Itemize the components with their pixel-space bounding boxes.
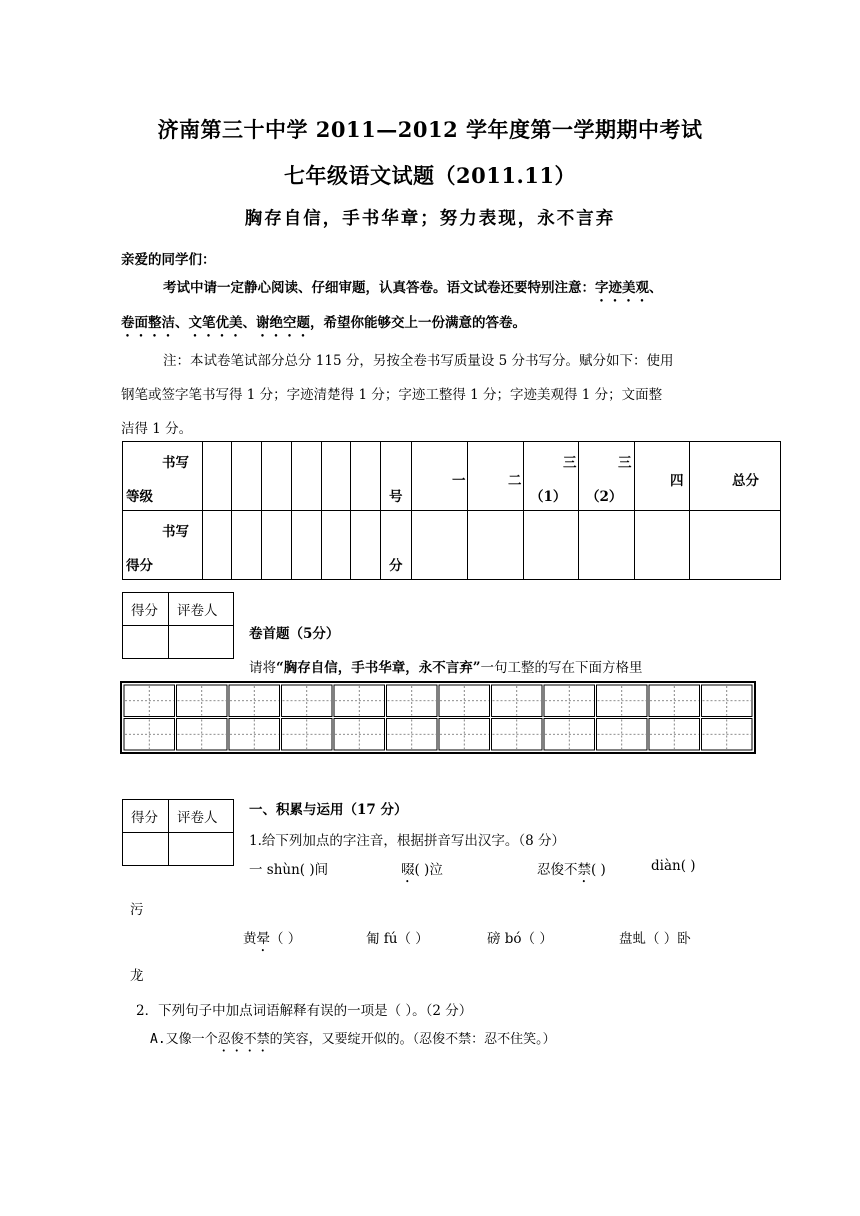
q1-item-7 [487,927,553,955]
q1-row1-wrap: 污 [130,902,144,918]
score-table-lines [122,441,781,580]
question-1: 1.给下列加点的字注音，根据拼音写出汉字。（8 分） [249,833,566,849]
note-line1: 注：本试卷笔试部分总分 115 分，另按全卷书写质量设 5 分书写分。赋分如下：使用 [163,353,674,369]
greeting: 亲爱的同学们： [121,252,216,268]
row2-label-b: 得分 [126,558,153,574]
exam-title-line2: 七年级语文试题（2011.11） [284,163,576,188]
q1-item-3 [537,858,606,886]
col-header-total: 总分 [732,473,759,489]
item-text: ( ) [591,862,606,878]
col-header-3b: 三 [618,455,632,471]
q1-item-8 [619,927,691,955]
item-text: 盘虬（ [619,931,660,947]
row1-label-b: 等级 [126,489,153,505]
exam-title-line1: 济南第三十中学 2011—2012 学年度第一学期期中考试 [157,117,703,142]
separator: 、 [242,315,256,331]
option-text: A.又像一个 [150,1032,218,1047]
q2-option-a [150,1028,556,1055]
item-text: 匍 fú（ [366,931,411,947]
intro-para-line2 [121,311,526,340]
grader-box-1 [122,592,234,659]
instruction-quote: “胸存自信，手书华章，永不言弃” [276,660,481,676]
section1-title: 一、积累与运用（17 分） [249,802,408,818]
item-text: ) [685,858,696,874]
item-text: )间 [305,862,329,878]
separator: 、 [175,315,189,331]
item-text: ( )泣 [414,862,443,878]
col-header-1: 一 [452,473,466,489]
item-text: diàn( [651,858,686,874]
item-text: 忍俊不 [537,862,578,878]
hao-label: 号 [389,489,403,505]
q1-row2-wrap: 龙 [130,968,144,984]
item-text: ） [410,931,429,947]
dotted-text: 字迹美观 [595,280,649,296]
item-text: （ ） [270,931,302,947]
section0-instruction [249,656,643,676]
q1-item-2 [401,858,443,886]
section0-title: 卷首题（5分） [249,626,340,642]
dotted-char: 禁 [577,862,591,878]
q1-item-5 [243,927,301,955]
row1-label-a: 书写 [162,455,189,471]
col-header-2: 二 [508,473,522,489]
instruction-text: 请将 [249,660,276,676]
note-line2: 钢笔或签字笔书写得 1 分；字迹清楚得 1 分；字迹工整得 1 分；字迹美观得 1 分；文面整 [121,387,663,403]
score-label: 得分 [131,603,158,619]
dotted-text: 忍俊不禁 [217,1032,270,1047]
dotted-text: 卷面整洁 [121,315,175,331]
q1-item-4 [651,858,696,882]
item-text: ）卧 [659,931,691,947]
item-text: ） [535,931,553,947]
row2-label-a: 书写 [162,524,189,540]
item-text: 磅 bó（ [487,931,536,947]
grader-label: 评卷人 [177,603,218,619]
col-header-3a: 三 [563,455,577,471]
intro-text: ，希望你能够交上一份满意的答卷。 [310,315,526,331]
option-text: 的笑容，又要绽开似的。（忍俊不禁：忍不住笑。） [269,1032,556,1047]
q1-item-6 [366,927,429,955]
dotted-text: 文笔优美 [188,315,243,331]
score-label: 得分 [131,810,158,826]
item-text: 一 shùn( [249,862,306,878]
col-header-4: 四 [670,473,684,489]
grader-box-2 [122,799,234,866]
col-header-3b-sub: （2） [586,489,623,505]
motto: 胸存自信，手书华章；努力表现，永不言弃 [244,209,616,229]
fen-label: 分 [389,558,403,574]
writing-grid[interactable] [120,681,756,754]
item-text: 黄 [243,931,257,947]
question-2: 2．下列句子中加点词语解释有误的一项是（ ）。（2 分） [136,1003,473,1019]
grader-label: 评卷人 [177,810,218,826]
intro-text: 考试中请一定静心阅读、仔细审题，认真答卷。语文试卷还要特别注意： [163,280,595,296]
dotted-text: 谢绝空题 [256,315,310,331]
intro-para-line1 [163,276,663,305]
note-line3: 洁得 1 分。 [121,421,193,437]
intro-text: 、 [649,280,663,296]
col-header-3a-sub: （1） [530,489,567,505]
score-table [122,441,781,580]
q1-item-1 [249,858,328,886]
instruction-text: 一句工整的写在下面方格里 [480,660,643,676]
dotted-char: 啜 [401,862,415,878]
dotted-char: 晕 [256,931,270,947]
